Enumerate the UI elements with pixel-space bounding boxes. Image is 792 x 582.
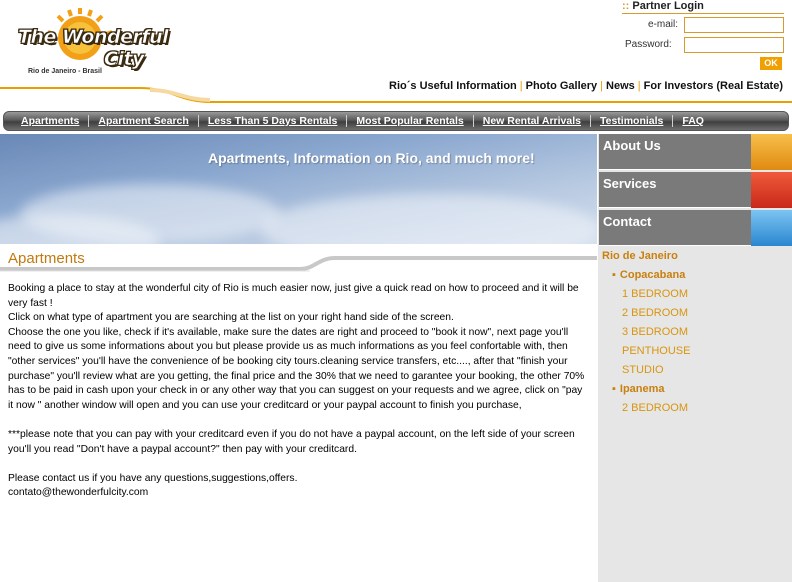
list-item-copa-2-bedroom[interactable]: 2 BEDROOM bbox=[622, 307, 689, 319]
right-sidebar bbox=[597, 134, 792, 582]
partner-login-title: :: Partner Login bbox=[622, 0, 784, 14]
content-paragraph: Please contact us if you have any questions,suggestions,offers. bbox=[8, 472, 298, 484]
banner-tagline: Apartments, Information on Rio, and much more! bbox=[208, 150, 535, 166]
password-input[interactable] bbox=[684, 37, 784, 53]
top-links: Rio´s Useful Information | Photo Gallery | News | For Investors (Real Estate) bbox=[389, 80, 783, 92]
main-nav bbox=[3, 111, 789, 131]
link-photo-gallery[interactable]: Photo Gallery bbox=[525, 80, 598, 92]
list-item-copa-penthouse[interactable]: PENTHOUSE bbox=[622, 345, 691, 357]
hero-banner bbox=[0, 134, 597, 244]
list-item-copa-1-bedroom[interactable]: 1 BEDROOM bbox=[622, 288, 689, 300]
link-news[interactable]: News bbox=[606, 80, 635, 92]
banner-cloud bbox=[260, 194, 597, 244]
side-button-label: Contact bbox=[603, 214, 652, 229]
content-paragraph: Booking a place to stay at the wonderful city of Rio is much easier now, just give a quick read on how to proceed and it will be very fast ! bbox=[8, 283, 579, 309]
nav-new-arrivals[interactable]: New Rental Arrivals bbox=[474, 115, 591, 127]
side-button-about-us[interactable] bbox=[599, 134, 792, 170]
header-swoosh bbox=[0, 86, 792, 110]
nav-popular-rentals[interactable]: Most Popular Rentals bbox=[347, 115, 473, 127]
list-item-city[interactable]: Rio de Janeiro bbox=[602, 250, 678, 262]
side-color-swatch bbox=[751, 134, 792, 170]
nav-testimonials[interactable]: Testimonials bbox=[591, 115, 673, 127]
list-item-ipa-2-bedroom[interactable]: 2 BEDROOM bbox=[622, 402, 689, 414]
content-paragraph: ***please note that you can pay with your creditcard even if you do not have a paypal account, on the left side of your screen you'll you read "Don't have a paypal account?" then pay with your creditcard. bbox=[8, 428, 575, 455]
side-button-services[interactable] bbox=[599, 172, 792, 208]
partner-login bbox=[622, 0, 784, 14]
content-paragraph: Click on what type of apartment you are searching at the list on your right hand side of the screen. bbox=[8, 312, 454, 324]
list-item-ipanema[interactable]: ▪ Ipanema bbox=[612, 383, 665, 395]
logo-brand-line1: The Wonderful bbox=[18, 26, 169, 48]
email-input[interactable] bbox=[684, 17, 784, 33]
nav-apartment-search[interactable]: Apartment Search bbox=[89, 115, 198, 127]
link-for-investors[interactable]: For Investors (Real Estate) bbox=[643, 80, 783, 92]
list-item-copa-studio[interactable]: STUDIO bbox=[622, 364, 664, 376]
list-item-copacabana[interactable]: ▪ Copacabana bbox=[612, 269, 685, 281]
side-button-contact[interactable] bbox=[599, 210, 792, 246]
email-label: e-mail: bbox=[648, 19, 679, 30]
logo-tagline: Rio de Janeiro - Brasil bbox=[28, 68, 102, 75]
site-logo[interactable] bbox=[14, 4, 174, 84]
logo-brand-line2: City bbox=[104, 48, 144, 70]
link-useful-information[interactable]: Rio´s Useful Information bbox=[389, 80, 517, 92]
side-color-swatch bbox=[751, 172, 792, 208]
nav-short-rentals[interactable]: Less Than 5 Days Rentals bbox=[199, 115, 348, 127]
side-color-swatch bbox=[751, 210, 792, 246]
content-paragraph: Choose the one you like, check if it's available, make sure the dates are right and proceed to "book it now", next page you'll need to give us some informations about you but please provide us as much informations as you feel confortable with, then "other services" you'll have the convenience of be booking city tours.cleaning service transfers, etc...., after that "finish your purchase" you'll review what are you getting, the final price and the 30% that we need to garantee your booking, the other 70% has to be paid in cash upon your check in or any other way that you can suggest on your requests and we agree, click on "pay it now " another window will open and you can use your creditcard or your paypal account to finish you purchase, bbox=[8, 326, 585, 411]
password-label: Password: bbox=[625, 39, 672, 50]
title-underline bbox=[0, 252, 597, 276]
login-ok-button[interactable]: OK bbox=[760, 57, 782, 70]
contact-email[interactable]: contato@thewonderfulcity.com bbox=[8, 487, 149, 499]
nav-apartments[interactable]: Apartments bbox=[12, 115, 89, 127]
page-title: Apartments bbox=[8, 250, 85, 267]
list-item-copa-3-bedroom[interactable]: 3 BEDROOM bbox=[622, 326, 689, 338]
side-button-label: Services bbox=[603, 176, 657, 191]
side-button-label: About Us bbox=[603, 138, 661, 153]
nav-faq[interactable]: FAQ bbox=[682, 115, 704, 127]
main-content bbox=[8, 282, 588, 501]
